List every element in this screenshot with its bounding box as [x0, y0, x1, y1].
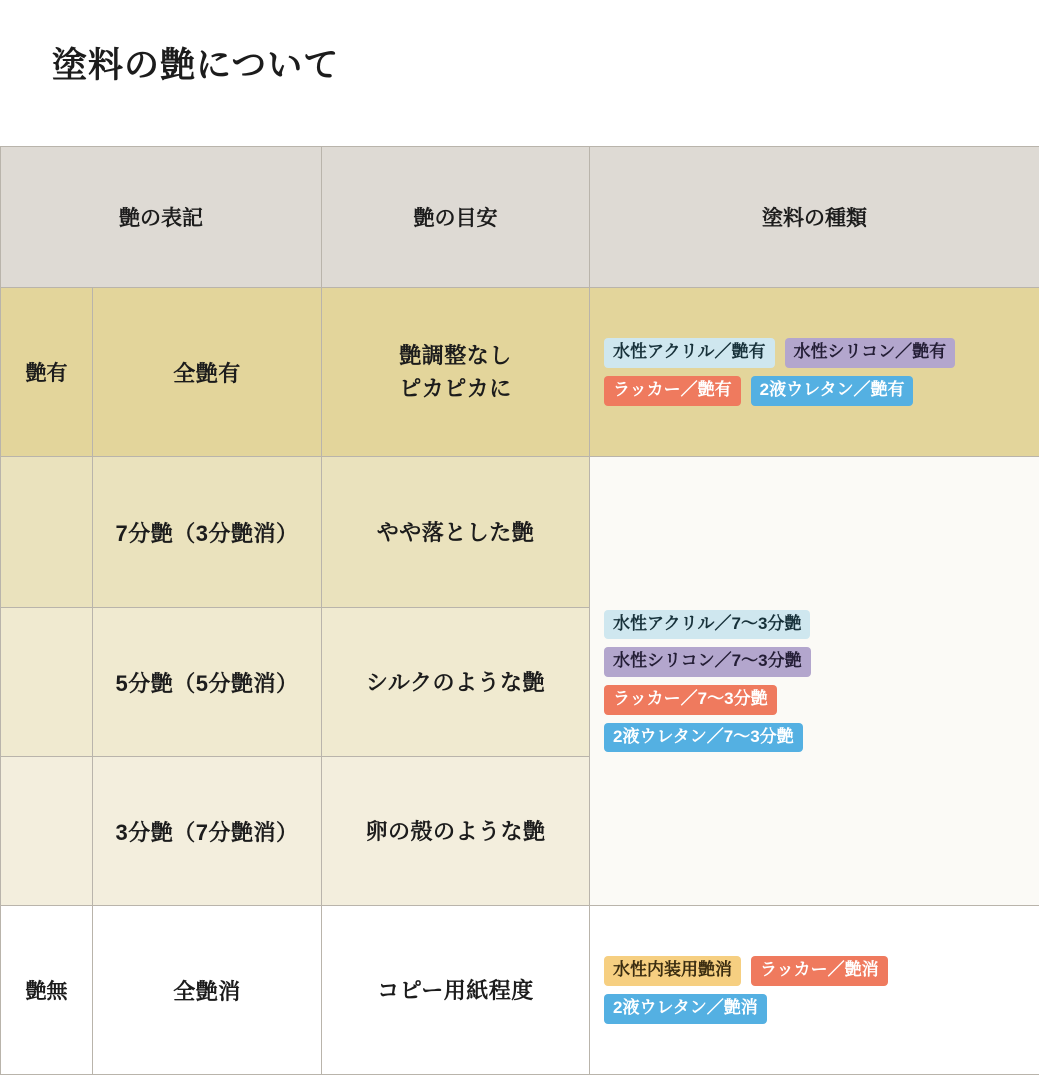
paint-type-tag-list [604, 338, 1025, 405]
gloss-name-label: 全艶消 [93, 906, 322, 1075]
paint-type-tag: 水性内装用艶消 [604, 956, 741, 986]
gloss-guide-label: シルクのような艶 [322, 608, 590, 757]
paint-type-cell [590, 288, 1039, 457]
gloss-mark-label [1, 757, 93, 906]
paint-type-tag: ラッカー／艶消 [751, 956, 888, 986]
gloss-guide-label: 卵の殻のような艶 [322, 757, 590, 906]
paint-type-tag-list [604, 610, 1025, 753]
gloss-mark-label: 艶有 [1, 288, 93, 457]
paint-type-tag: 2液ウレタン／7〜3分艶 [604, 723, 803, 753]
table-row [1, 457, 1039, 608]
column-header-type: 塗料の種類 [590, 147, 1039, 288]
gloss-mark-label: 艶無 [1, 906, 93, 1075]
paint-type-tag: ラッカー／7〜3分艶 [604, 685, 777, 715]
column-header-guide: 艶の目安 [322, 147, 590, 288]
table-row [1, 288, 1039, 457]
gloss-mark-label [1, 457, 93, 608]
gloss-name-label: 全艶有 [93, 288, 322, 457]
table-header-row [1, 147, 1039, 288]
gloss-guide-label [322, 288, 590, 457]
gloss-guide-label: コピー用紙程度 [322, 906, 590, 1075]
table-body [1, 288, 1039, 1075]
gloss-mark-label [1, 608, 93, 757]
table-row [1, 906, 1039, 1075]
gloss-name-label: 3分艶（7分艶消） [93, 757, 322, 906]
paint-type-cell [590, 906, 1039, 1075]
gloss-name-label: 7分艶（3分艶消） [93, 457, 322, 608]
gloss-guide-line2: ピカピカに [322, 372, 589, 405]
page-title: 塗料の艶について [52, 38, 339, 88]
gloss-guide-line1: 艶調整なし [322, 339, 589, 372]
paint-type-tag: 水性アクリル／7〜3分艶 [604, 610, 810, 640]
paint-type-tag: 2液ウレタン／艶有 [751, 376, 914, 406]
paint-type-tag: 水性シリコン／艶有 [785, 338, 956, 368]
paint-type-cell [590, 457, 1039, 906]
column-header-notation: 艶の表記 [1, 147, 322, 288]
paint-type-tag: 水性シリコン／7〜3分艶 [604, 647, 811, 677]
gloss-name-label: 5分艶（5分艶消） [93, 608, 322, 757]
gloss-table [0, 146, 1039, 1075]
gloss-guide-label: やや落とした艶 [322, 457, 590, 608]
paint-type-tag-list [604, 956, 1025, 1023]
paint-type-tag: ラッカー／艶有 [604, 376, 741, 406]
paint-type-tag: 2液ウレタン／艶消 [604, 994, 767, 1024]
table-header [1, 147, 1039, 288]
paint-type-tag: 水性アクリル／艶有 [604, 338, 775, 368]
